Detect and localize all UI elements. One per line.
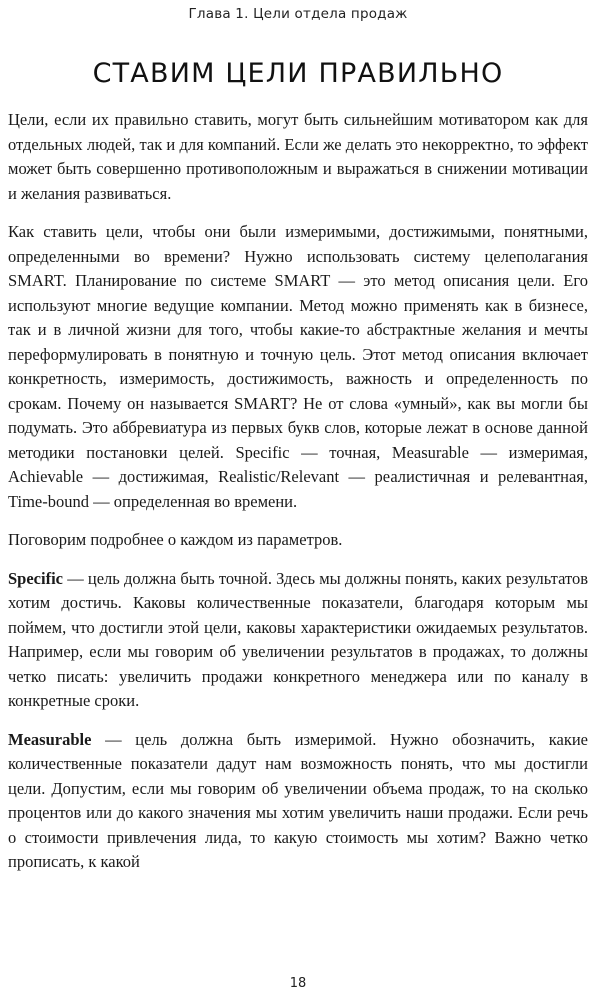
page-number: 18 xyxy=(289,976,307,991)
body-text xyxy=(8,108,588,889)
running-head: Глава 1. Цели отдела продаж xyxy=(188,6,408,22)
definition-measurable: — цель должна быть измеримой. Нужно обозначить, какие количественные показатели дадут нам возможность понять, что мы достигли цели. Допустим, если мы говорим об увеличении объема продаж, то на сколько процентов или до какого значения мы хотим увеличить наши продажи. Если речь о стоимости привлечения лида, то какую стоимость мы хотим? Важно четко прописать, к какой xyxy=(8,729,588,871)
paragraph-transition: Поговорим подробнее о каждом из параметров. xyxy=(8,530,343,549)
chapter-title: СТАВИМ ЦЕЛИ ПРАВИЛЬНО xyxy=(92,58,504,89)
definition-specific: — цель должна быть точной. Здесь мы должны понять, каких результатов хотим достичь. Каковы количественные показатели, благодаря которым мы поймем, что достигли этой цели, каковы характеристики ожидаемых результатов. Например, если мы говорим об увеличении результатов в продажах, то должны четко писать: увеличить продажи конкретного менеджера или по каналу в конкретные сроки. xyxy=(8,568,588,710)
paragraph-measurable xyxy=(8,728,588,875)
term-specific: Specific xyxy=(8,568,63,588)
paragraph-intro: Цели, если их правильно ставить, могут быть сильнейшим мотиватором как для отдельных людей, так и для компаний. Если же делать это некорректно, то эффект может быть совершенно противоположным и выражаться в снижении мотивации и желания развиваться. xyxy=(8,110,588,203)
term-measurable: Measurable xyxy=(8,729,92,749)
paragraph-smart: Как ставить цели, чтобы они были измеримыми, достижимыми, понятными, определенными во времени? Нужно использовать систему целеполагания SMART. Планирование по системе SMART — это метод описания цели. Его используют многие ведущие компании. Метод можно применять как в бизнесе, так и в личной жизни для того, чтобы какие-то абстрактные желания и мечты переформулировать в понятную и точную цель. Этот метод описания включает конкретность, измеримость, достижимость, важность и определенность по срокам. Почему он называется SMART? Не от слова «умный», как вы могли бы подумать. Это аббревиатура из первых букв слов, которые лежат в основе данной методики постановки целей. Specific — точная, Measurable — измеримая, Achievable — достижимая, Realistic/Relevant — реалистичная и релевантная, Time-bound — определенная во времени. xyxy=(8,222,588,511)
paragraph-specific xyxy=(8,567,588,714)
